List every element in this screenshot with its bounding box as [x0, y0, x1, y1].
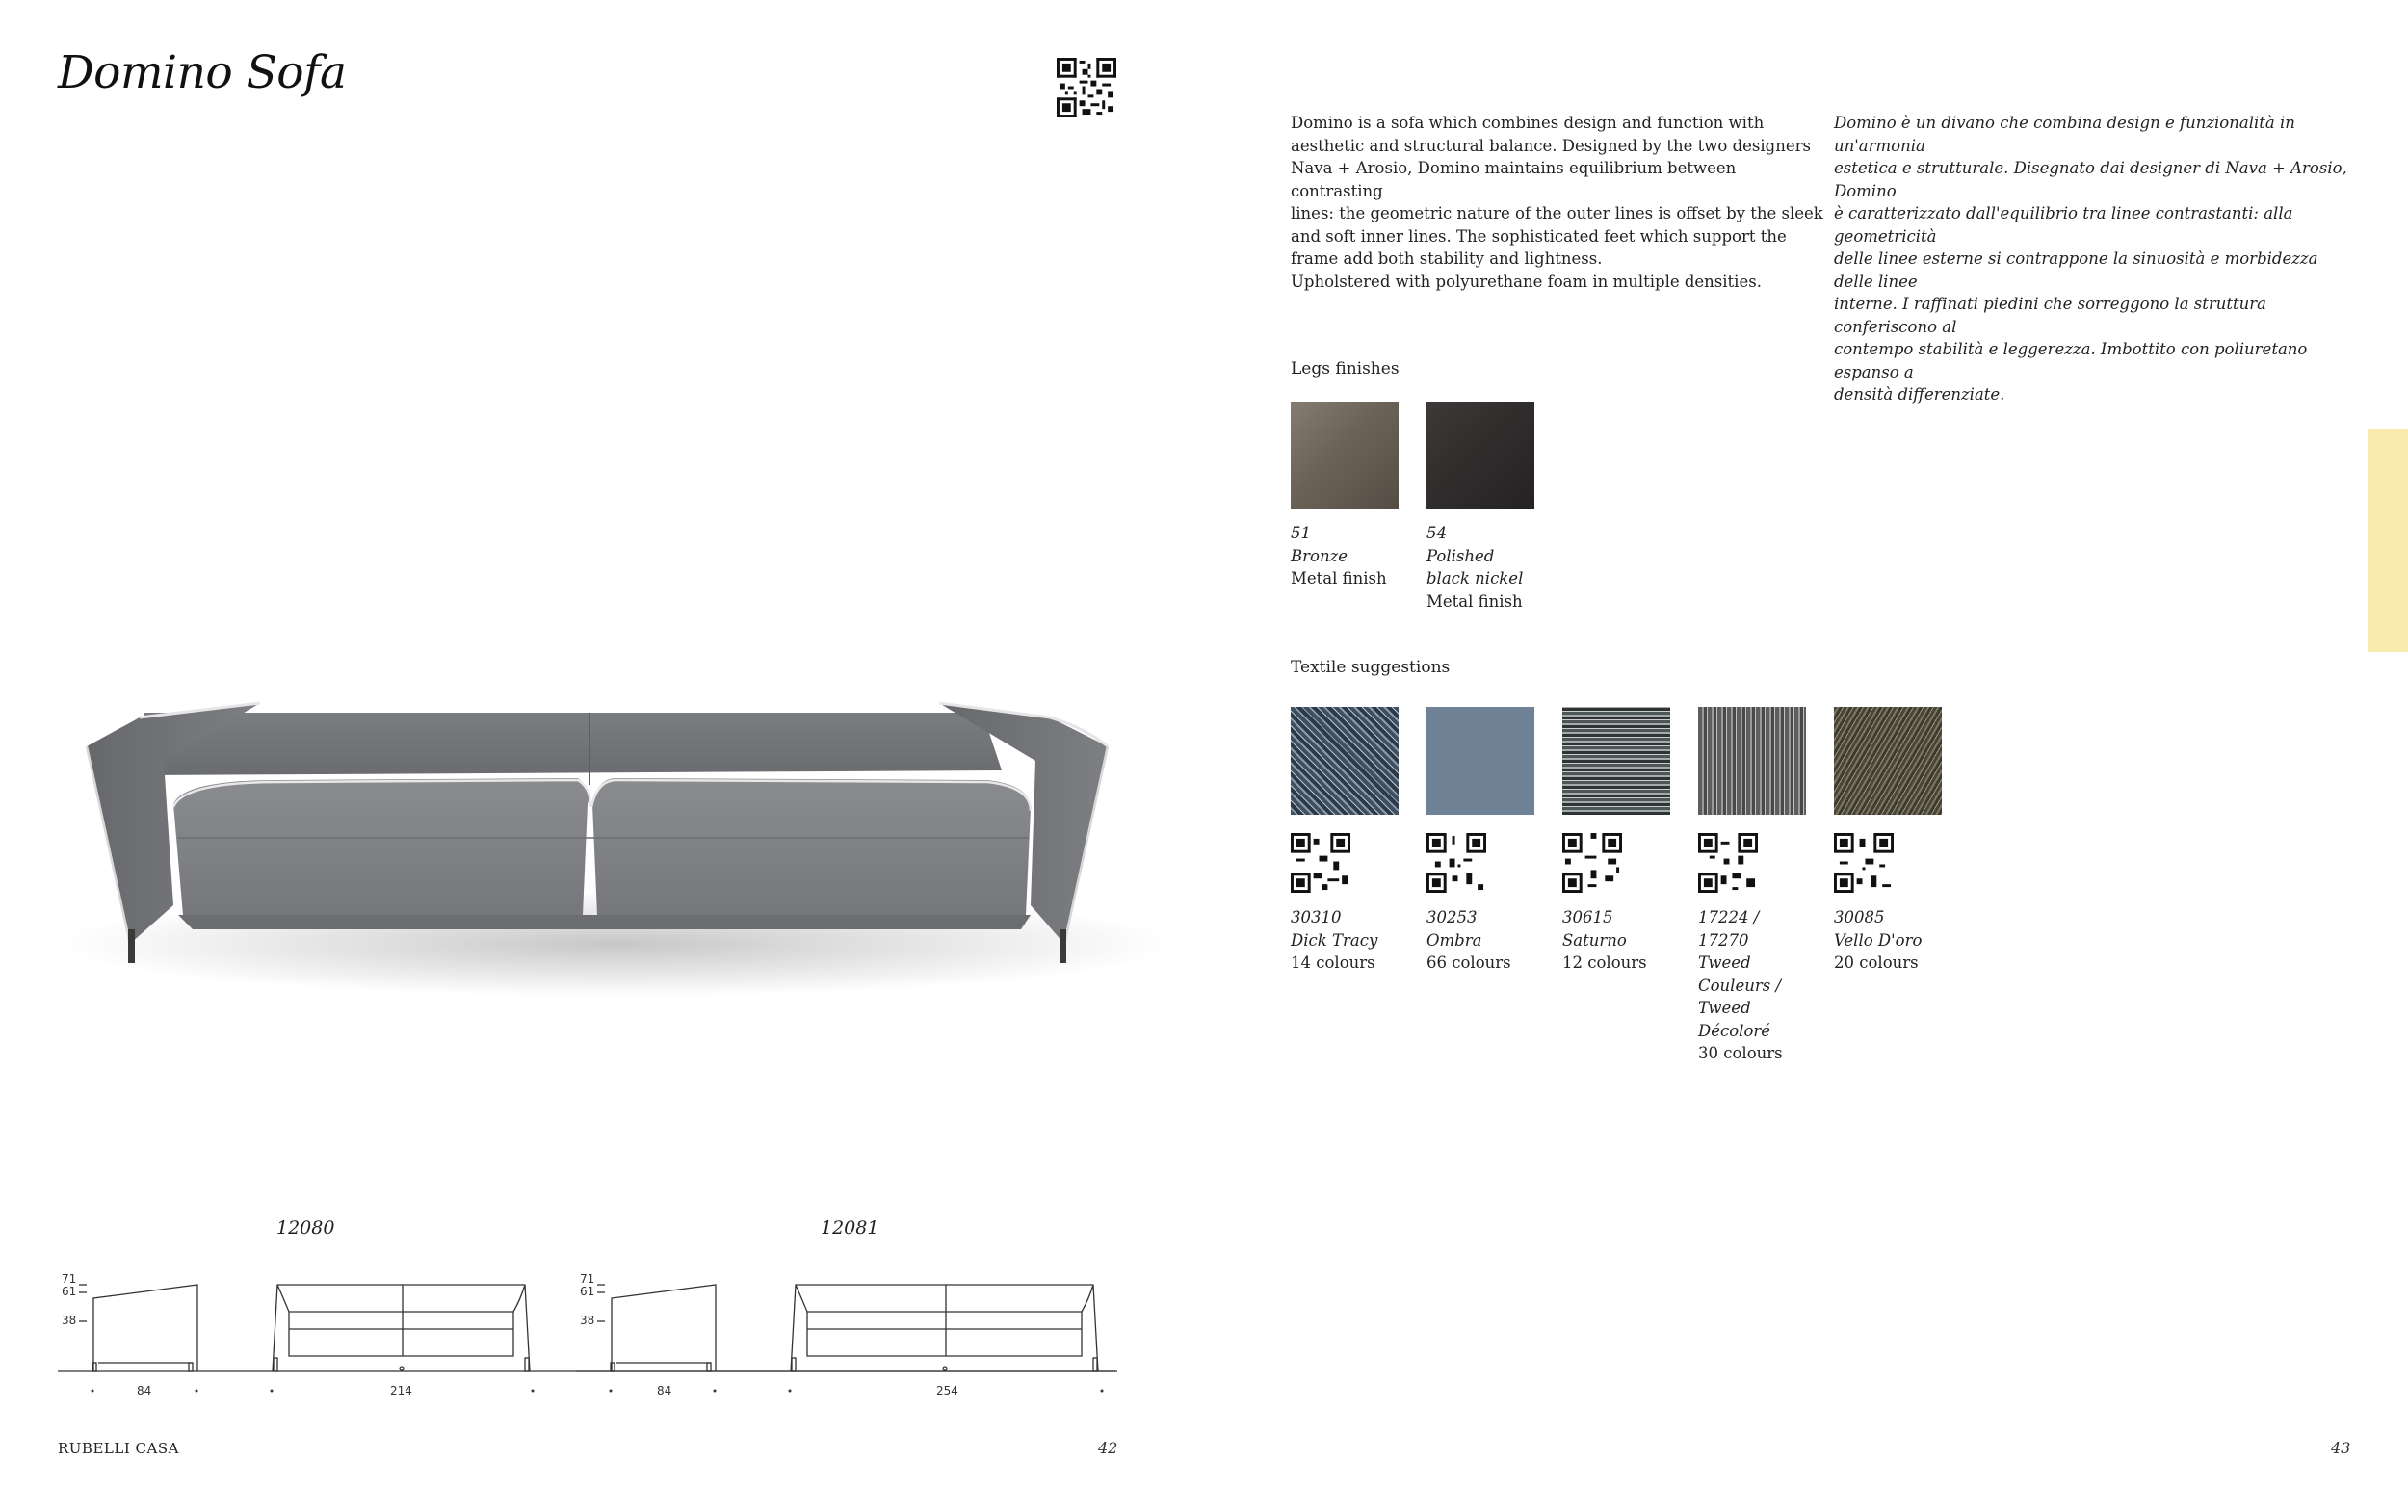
dimension-depth: 84: [137, 1384, 152, 1397]
qr-code-icon[interactable]: [1562, 833, 1622, 893]
leg-caption: 51 Bronze Metal finish: [1291, 524, 1387, 587]
qr-code-icon[interactable]: [1426, 833, 1486, 893]
dimension-markers: [58, 1387, 578, 1395]
leg-swatch-bronze: [1291, 402, 1399, 509]
description-it: Domino è un divano che combina design e funzionalità in un'armonia estetica e strutturale. Disegnato dai designer di Nava + Arosio, Domino è caratterizzato dall'equilibrio tra linee contrastanti: alla geometricità delle linee esterne si contrappone la sinuosità e morbidezza delle linee interne. I raffinati piedini che sorreggono la struttura conferiscono al contempo stabilità e leggerezza. Imbottito con poliuretano espanso a densità differenziate.: [1834, 114, 2347, 404]
textile-caption: 17224 / 17270 Tweed Couleurs / Tweed Décoloré 30 colours: [1698, 908, 1783, 1062]
dimension-markers: [576, 1387, 1115, 1395]
dimension-height: 71: [580, 1272, 595, 1286]
dimension-width: 214: [390, 1384, 412, 1397]
leg-caption: 54 Polished black nickel Metal finish: [1426, 524, 1524, 611]
dimension-height: 38: [580, 1314, 595, 1327]
sofa-image: [39, 655, 1175, 1040]
model-code: 12080: [276, 1217, 335, 1238]
legs-finishes-label: Legs finishes: [1291, 359, 1400, 378]
textile-caption: 30310 Dick Tracy 14 colours: [1291, 908, 1378, 972]
textile-swatch-ombra: [1426, 707, 1534, 815]
dimension-height: 38: [62, 1314, 77, 1327]
page-number-right: 43: [2331, 1439, 2351, 1457]
dimension-height: 61: [62, 1285, 77, 1298]
footer-brand: RUBELLI CASA: [58, 1440, 179, 1457]
qr-code-icon[interactable]: [1698, 833, 1758, 893]
section-tab-marker: [2368, 429, 2408, 652]
textile-swatch-saturno: [1562, 707, 1670, 815]
dimension-height: 71: [62, 1272, 77, 1286]
technical-drawing-12081: [576, 1271, 1115, 1387]
textile-caption: 30253 Ombra 66 colours: [1426, 908, 1511, 972]
qr-code-icon[interactable]: [1291, 833, 1350, 893]
textile-caption: 30085 Vello D'oro 20 colours: [1834, 908, 1923, 972]
textile-swatch-tweed: [1698, 707, 1806, 815]
model-code: 12081: [821, 1217, 879, 1238]
dimension-height: 61: [580, 1285, 595, 1298]
textile-caption: 30615 Saturno 12 colours: [1562, 908, 1647, 972]
textile-swatch-vello-doro: [1834, 707, 1942, 815]
textile-swatch-dick-tracy: [1291, 707, 1399, 815]
dimension-width: 254: [936, 1384, 958, 1397]
leg-swatch-polished-black-nickel: [1426, 402, 1534, 509]
textile-suggestions-label: Textile suggestions: [1291, 658, 1451, 677]
page-title: Domino Sofa: [58, 46, 347, 99]
description-en: Domino is a sofa which combines design and function with aesthetic and structural balance. Designed by the two designers Nava + Arosio, Domino maintains equilibrium between contrasting lines: the geometric nature of the outer lines is offset by the sleek and soft inner lines. The sophisticated feet which support the frame add both stability and lightness. Upholstered with polyurethane foam in multiple densities.: [1291, 114, 1823, 291]
qr-code-icon[interactable]: [1057, 58, 1116, 117]
qr-code-icon[interactable]: [1834, 833, 1894, 893]
page-number-left: 42: [1098, 1439, 1118, 1457]
dimension-depth: 84: [657, 1384, 672, 1397]
